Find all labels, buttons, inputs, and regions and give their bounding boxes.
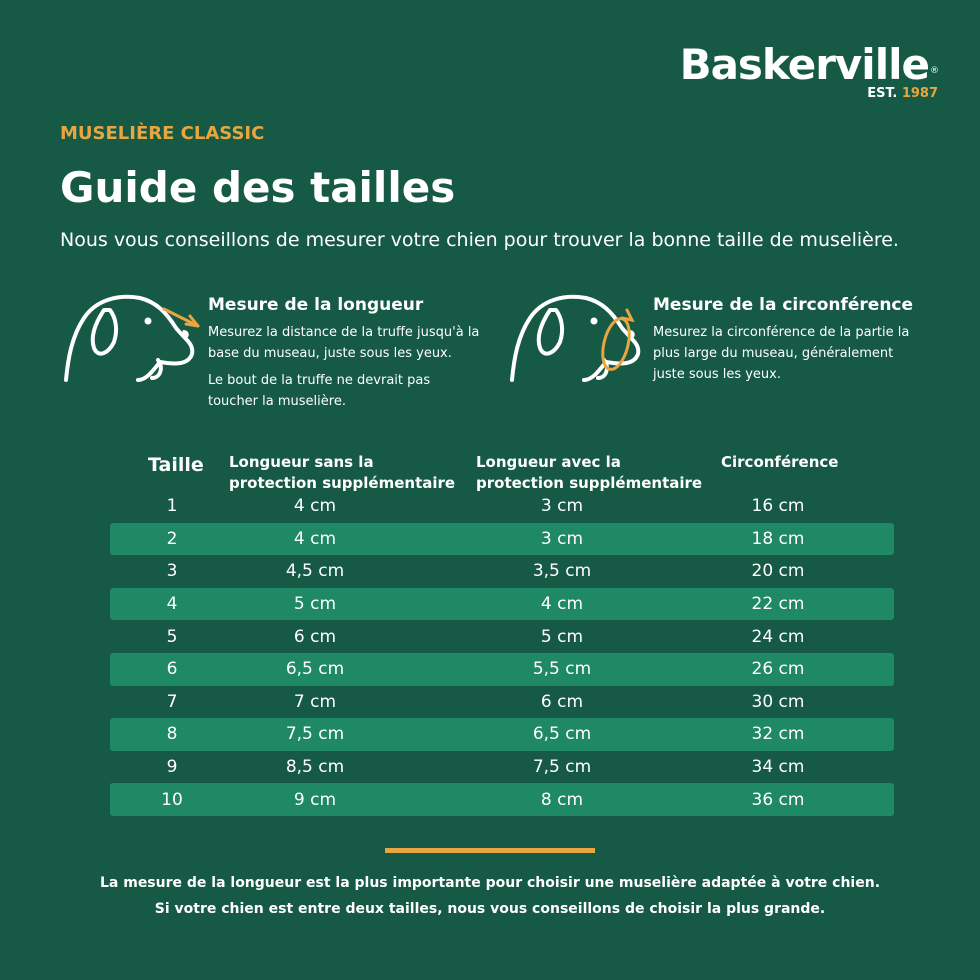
header-length-with-protection: Longueur avec la protection supplémentaire <box>476 453 703 492</box>
circumference-measure-title: Mesure de la circonférence <box>653 295 914 315</box>
cell-circumference: 18 cm <box>751 528 805 549</box>
cell-size: 6 <box>166 659 178 680</box>
cell-size: 7 <box>166 691 178 712</box>
cell-length-with: 6,5 cm <box>532 724 592 745</box>
cell-length-without: 4 cm <box>293 496 337 517</box>
cell-length-with: 7,5 cm <box>532 757 592 778</box>
accent-divider <box>385 848 595 853</box>
dog-head-length-arrow-icon <box>60 288 210 388</box>
footnote <box>0 870 980 922</box>
header-length-without-protection: Longueur sans la protection supplémentaire <box>229 453 456 492</box>
circumference-measure-block <box>653 294 943 385</box>
footnote-line-1: La mesure de la longueur est la plus importante pour choisir une muselière adaptée à votre chien. <box>99 875 881 891</box>
table-row <box>110 783 894 816</box>
cell-circumference: 22 cm <box>751 594 805 615</box>
brand-year: 1987 <box>901 86 938 101</box>
table-row <box>110 555 894 588</box>
cell-size: 5 <box>166 626 178 647</box>
brand-established: EST. 1987 <box>867 86 938 101</box>
cell-length-with: 5 cm <box>540 626 584 647</box>
cell-size: 10 <box>161 789 183 810</box>
cell-size: 9 <box>166 757 178 778</box>
cell-length-without: 6 cm <box>293 626 337 647</box>
cell-length-without: 9 cm <box>293 789 337 810</box>
cell-length-without: 7,5 cm <box>285 724 345 745</box>
cell-length-with: 8 cm <box>540 789 584 810</box>
length-measure-block <box>208 294 508 412</box>
cell-circumference: 36 cm <box>751 789 805 810</box>
page-title: Guide des tailles <box>60 163 456 212</box>
page-subtitle: Nous vous conseillons de mesurer votre chien pour trouver la bonne taille de muselière. <box>60 229 899 251</box>
length-measure-title: Mesure de la longueur <box>208 295 424 315</box>
cell-size: 1 <box>166 496 178 517</box>
length-measure-description: Mesurez la distance de la truffe jusqu'à la base du museau, juste sous les yeux. <box>208 325 480 361</box>
cell-circumference: 16 cm <box>751 496 805 517</box>
dog-head-circumference-icon <box>506 288 646 388</box>
brand-logo <box>680 42 938 101</box>
cell-size: 2 <box>166 528 178 549</box>
cell-size: 8 <box>166 724 178 745</box>
table-row <box>110 686 894 719</box>
cell-length-with: 4 cm <box>540 594 584 615</box>
cell-circumference: 34 cm <box>751 757 805 778</box>
circumference-measure-description: Mesurez la circonférence de la partie la plus large du museau, généralement juste sous les yeux. <box>653 325 910 382</box>
header-circumference: Circonférence <box>721 453 839 471</box>
cell-length-with: 3,5 cm <box>532 561 592 582</box>
table-row <box>110 490 894 523</box>
cell-circumference: 32 cm <box>751 724 805 745</box>
length-measure-note: Le bout de la truffe ne devrait pas toucher la muselière. <box>208 373 431 409</box>
cell-circumference: 20 cm <box>751 561 805 582</box>
cell-length-with: 3 cm <box>540 528 584 549</box>
cell-length-without: 4 cm <box>293 528 337 549</box>
registered-mark: ® <box>930 66 938 76</box>
cell-size: 3 <box>166 561 178 582</box>
cell-length-without: 4,5 cm <box>285 561 345 582</box>
cell-circumference: 24 cm <box>751 626 805 647</box>
table-row <box>110 523 894 556</box>
cell-circumference: 26 cm <box>751 659 805 680</box>
cell-size: 4 <box>166 594 178 615</box>
cell-circumference: 30 cm <box>751 691 805 712</box>
cell-length-with: 5,5 cm <box>532 659 592 680</box>
cell-length-without: 5 cm <box>293 594 337 615</box>
cell-length-with: 3 cm <box>540 496 584 517</box>
table-row <box>110 588 894 621</box>
table-row <box>110 653 894 686</box>
size-table <box>110 490 894 816</box>
table-row <box>110 620 894 653</box>
cell-length-without: 8,5 cm <box>285 757 345 778</box>
cell-length-without: 7 cm <box>293 691 337 712</box>
cell-length-with: 6 cm <box>540 691 584 712</box>
footnote-line-2: Si votre chien est entre deux tailles, nous vous conseillons de choisir la plus grande. <box>154 901 826 917</box>
table-row <box>110 718 894 751</box>
table-row <box>110 751 894 784</box>
cell-length-without: 6,5 cm <box>285 659 345 680</box>
header-size: Taille <box>148 454 204 476</box>
product-eyebrow: MUSELIÈRE CLASSIC <box>60 123 265 144</box>
brand-name: Baskerville® <box>679 40 938 89</box>
